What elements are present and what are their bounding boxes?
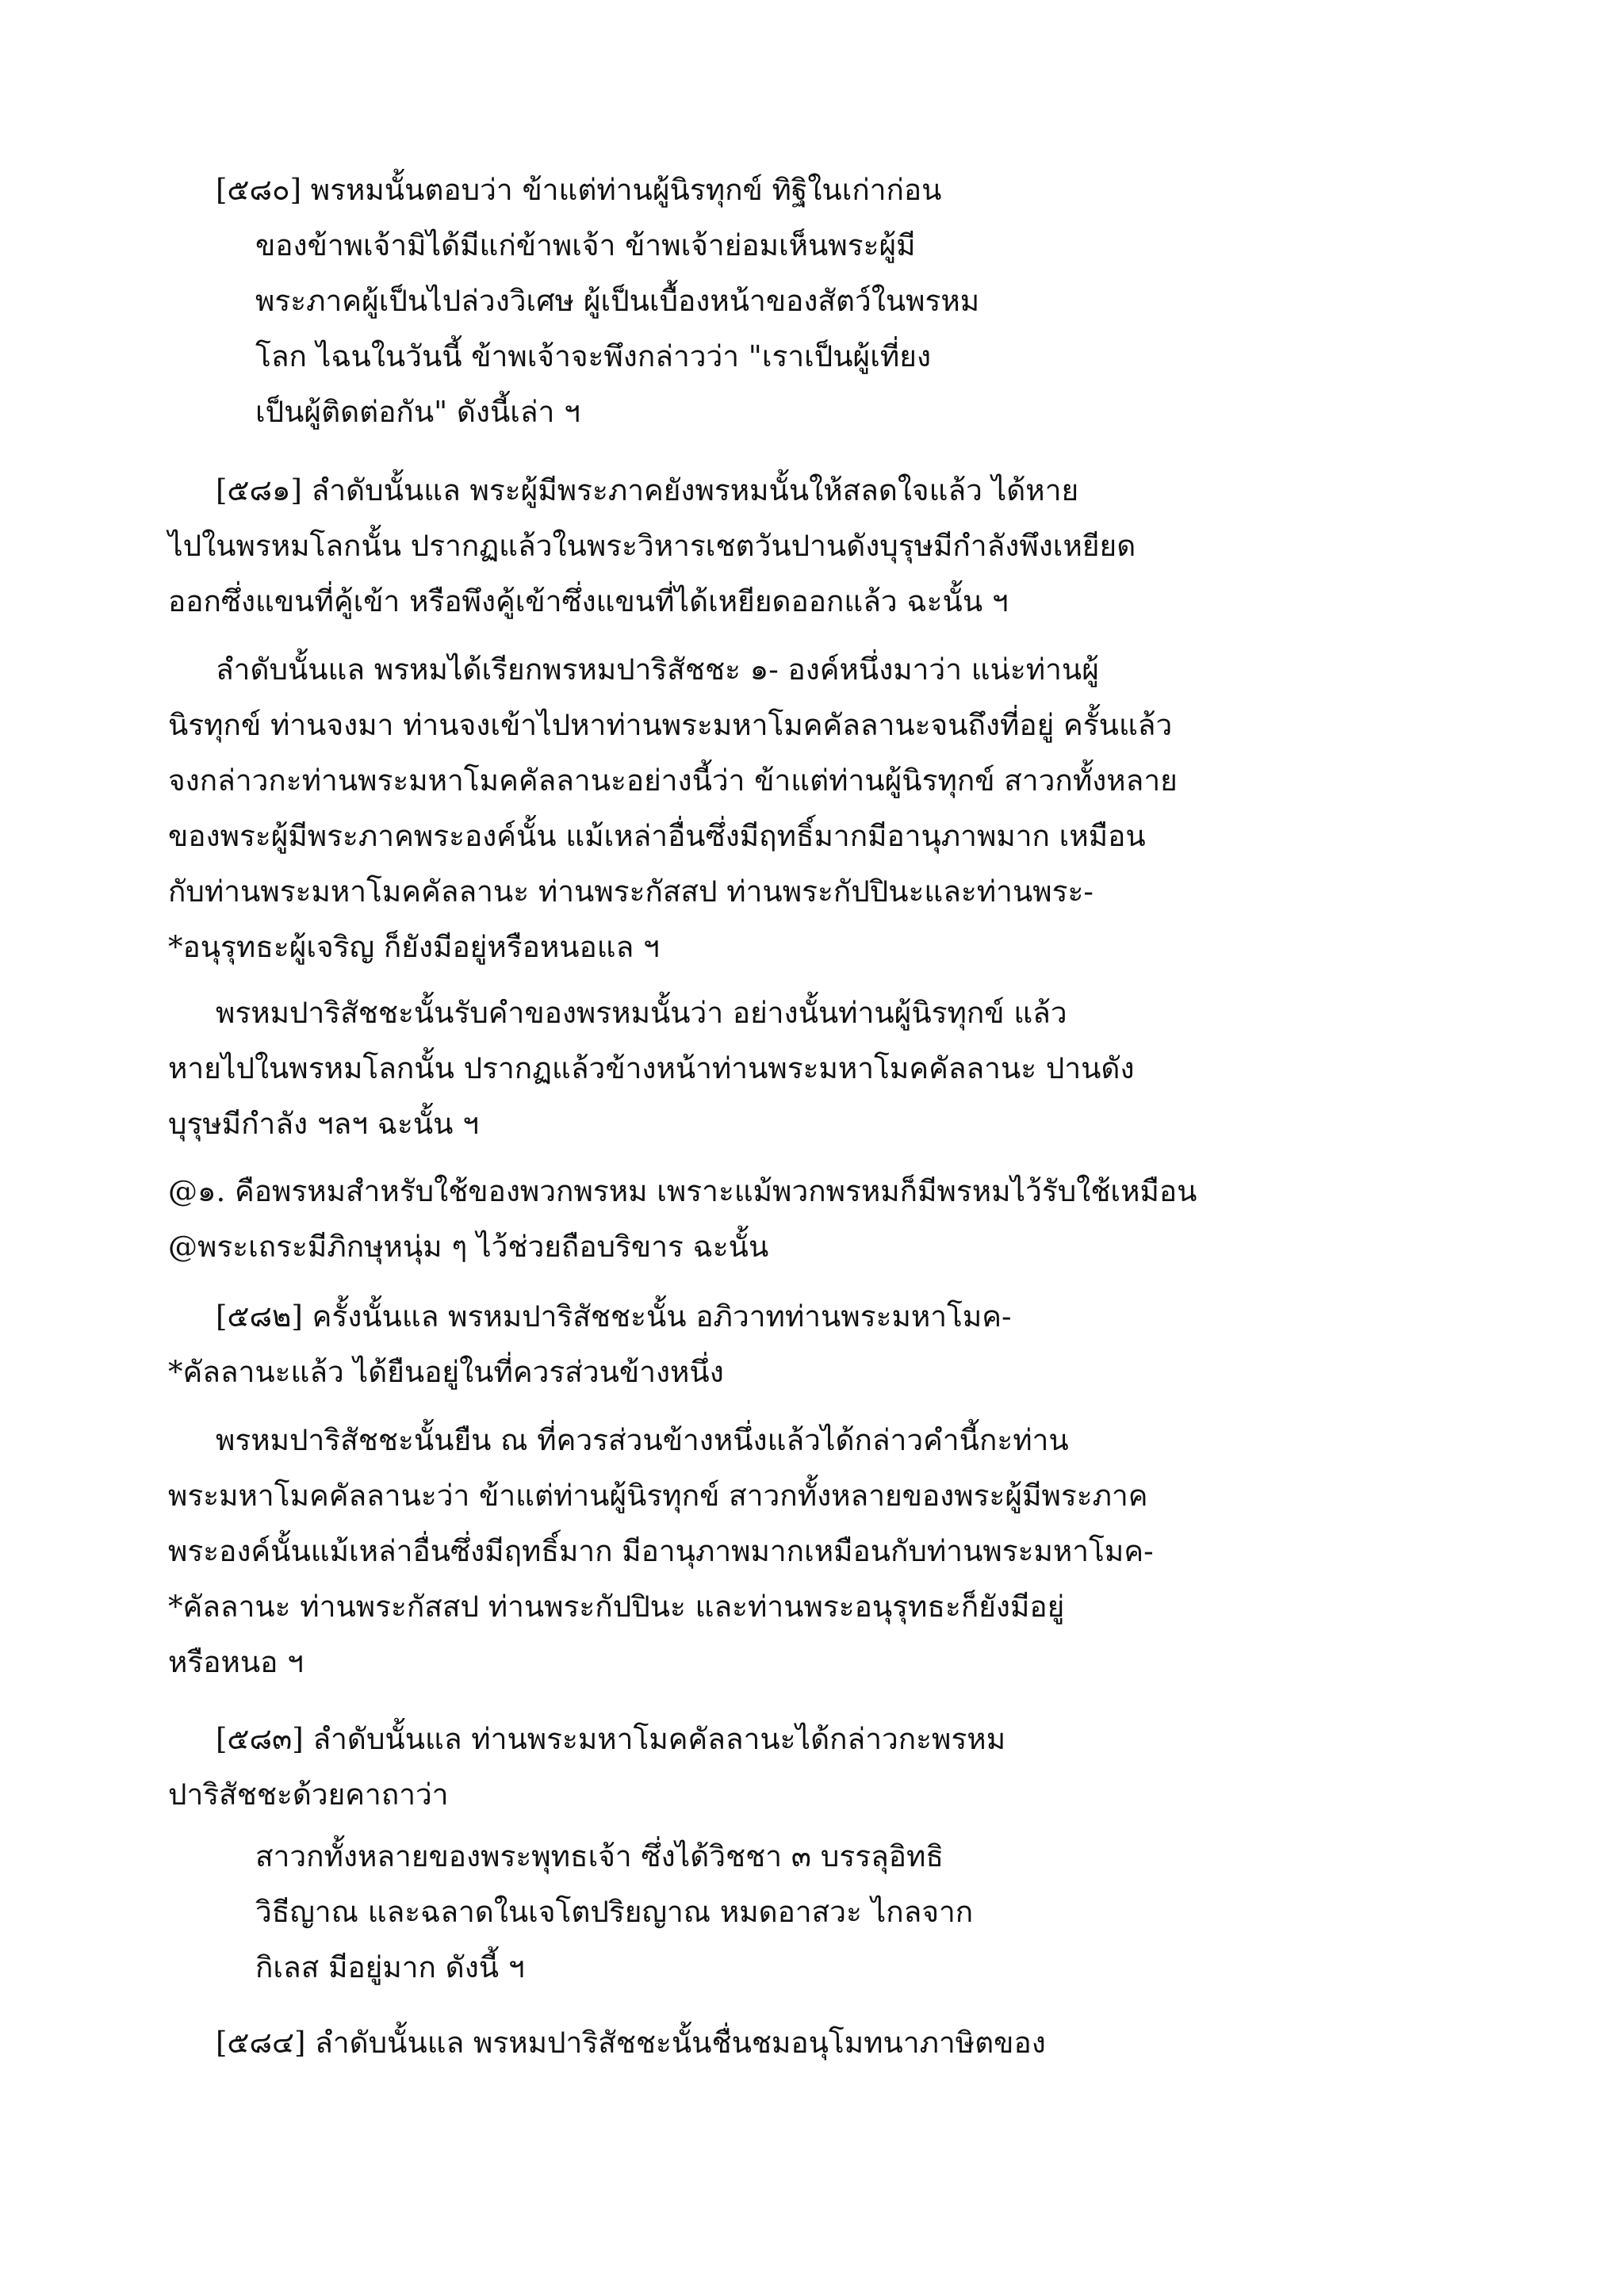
text-line: [๕๘๑] ลำดับนั้นแล พระผู้มีพระภาคยังพรหมนั้นให้สลดใจแล้ว ได้หาย	[216, 473, 1079, 507]
verse-line: กิเลส มีอยู่มาก ดังนี้ ฯ	[255, 1950, 525, 1984]
text-line: พระมหาโมคคัลลานะว่า ข้าแต่ท่านผู้นิรทุกข์ สาวกทั้งหลายของพระผู้มีพระภาค	[168, 1479, 1148, 1513]
footnote-line: @๑. คือพรหมสำหรับใช้ของพวกพรหม เพราะแม้พวกพรหมก็มีพรหมไว้รับใช้เหมือน	[168, 1174, 1197, 1208]
text-line: ไปในพรหมโลกนั้น ปรากฏแล้วในพระวิหารเชตวันปานดังบุรุษมีกำลังพึงเหยียด	[168, 529, 1136, 563]
text-line: หายไปในพรหมโลกนั้น ปรากฏแล้วข้างหน้าท่านพระมหาโมคคัลลานะ ปานดัง	[168, 1051, 1135, 1085]
text-line: ของข้าพเจ้ามิได้มีแก่ข้าพเจ้า ข้าพเจ้าย่อมเห็นพระผู้มี	[255, 228, 916, 262]
text-line: ของพระผู้มีพระภาคพระองค์นั้น แม้เหล่าอื่นซึ่งมีฤทธิ์มากมีอานุภาพมาก เหมือน	[168, 819, 1146, 853]
text-line: พรหมปาริสัชชะนั้นยืน ณ ที่ควรส่วนข้างหนึ่งแล้วได้กล่าวคำนี้กะท่าน	[216, 1423, 1069, 1457]
text-line: นิรทุกข์ ท่านจงมา ท่านจงเข้าไปหาท่านพระมหาโมคคัลลานะจนถึงที่อยู่ ครั้นแล้ว	[168, 708, 1173, 742]
text-line: พระภาคผู้เป็นไปล่วงวิเศษ ผู้เป็นเบื้องหน้าของสัตว์ในพรหม	[255, 284, 980, 318]
text-line: *คัลลานะ ท่านพระกัสสป ท่านพระกัปปินะ และท่านพระอนุรุทธะก็ยังมีอยู่	[168, 1590, 1065, 1624]
text-line: หรือหนอ ฯ	[168, 1645, 304, 1679]
text-line: พรหมปาริสัชชะนั้นรับคำของพรหมนั้นว่า อย่างนั้นท่านผู้นิรทุกข์ แล้ว	[216, 996, 1067, 1030]
text-line: ปาริสัชชะด้วยคาถาว่า	[168, 1777, 449, 1812]
text-line: *คัลลานะแล้ว ได้ยืนอยู่ในที่ควรส่วนข้างหนึ่ง	[168, 1355, 724, 1389]
text-line: บุรุษมีกำลัง ฯลฯ ฉะนั้น ฯ	[168, 1107, 480, 1141]
text-line: *อนุรุทธะผู้เจริญ ก็ยังมีอยู่หรือหนอแล ฯ	[168, 930, 660, 964]
text-line: โลก ไฉนในวันนี้ ข้าพเจ้าจะพึงกล่าวว่า "เราเป็นผู้เที่ยง	[255, 339, 932, 373]
text-line: พระองค์นั้นแม้เหล่าอื่นซึ่งมีฤทธิ์มาก มีอานุภาพมากเหมือนกับท่านพระมหาโมค-	[168, 1534, 1154, 1568]
text-line: [๕๘๔] ลำดับนั้นแล พรหมปาริสัชชะนั้นชื่นชมอนุโมทนาภาษิตของ	[216, 2026, 1046, 2060]
text-line: [๕๘๒] ครั้งนั้นแล พรหมปาริสัชชะนั้น อภิวาทท่านพระมหาโมค-	[216, 1299, 1012, 1334]
verse-line: วิธีญาณ และฉลาดในเจโตปริยญาณ หมดอาสวะ ไกลจาก	[255, 1895, 974, 1929]
text-line: [๕๘๓] ลำดับนั้นแล ท่านพระมหาโมคคัลลานะได้กล่าวกะพรหม	[216, 1722, 1006, 1756]
text-line: ลำดับนั้นแล พรหมได้เรียกพรหมปาริสัชชะ ๑- องค์หนึ่งมาว่า แน่ะท่านผู้	[216, 652, 1099, 687]
text-line: กับท่านพระมหาโมคคัลลานะ ท่านพระกัสสป ท่านพระกัปปินะและท่านพระ-	[168, 874, 1094, 909]
text-line: จงกล่าวกะท่านพระมหาโมคคัลลานะอย่างนี้ว่า ข้าแต่ท่านผู้นิรทุกข์ สาวกทั้งหลาย	[168, 763, 1178, 798]
footnote-line: @พระเถระมีภิกษุหนุ่ม ๆ ไว้ช่วยถือบริขาร ฉะนั้น	[168, 1230, 769, 1264]
text-line: [๕๘๐] พรหมนั้นตอบว่า ข้าแต่ท่านผู้นิรทุกข์ ทิฐิในเก่าก่อน	[216, 173, 942, 207]
verse-line: สาวกทั้งหลายของพระพุทธเจ้า ซึ่งได้วิชชา ๓ บรรลุอิทธิ	[255, 1839, 944, 1873]
text-line: เป็นผู้ติดต่อกัน" ดังนี้เล่า ฯ	[255, 395, 580, 429]
text-line: ออกซึ่งแขนที่คู้เข้า หรือพึงคู้เข้าซึ่งแขนที่ได้เหยียดออกแล้ว ฉะนั้น ฯ	[168, 584, 1009, 618]
